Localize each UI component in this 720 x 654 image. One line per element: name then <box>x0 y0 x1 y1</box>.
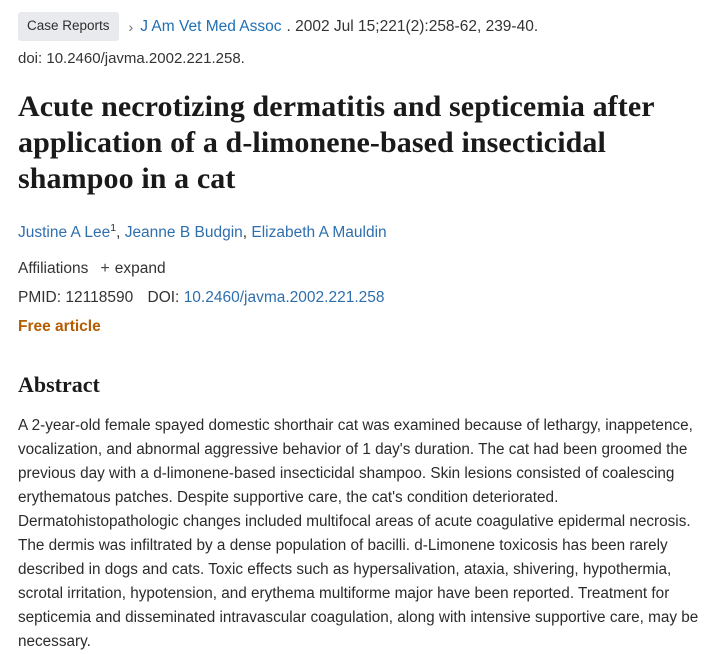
expand-affiliations-button[interactable] <box>100 260 165 278</box>
affiliations-label: Affiliations <box>18 260 89 278</box>
chevron-right-icon: › <box>128 18 134 35</box>
identifiers-row <box>18 289 702 307</box>
journal-link[interactable]: J Am Vet Med Assoc <box>140 17 282 35</box>
free-article-link[interactable]: Free article <box>18 318 101 336</box>
page-title: Acute necrotizing dermatitis and septicemia after application of a d-limonene-based insecticidal shampoo in a cat <box>18 90 655 195</box>
expand-label: expand <box>114 260 166 278</box>
author-separator-1: , <box>116 224 121 242</box>
citation-details: . 2002 Jul 15;221(2):258-62, 239-40. <box>286 17 539 35</box>
citation-doi: doi: 10.2460/javma.2002.221.258. <box>18 50 245 67</box>
author-link-1[interactable]: Justine A Lee <box>18 224 111 242</box>
author-affiliation-marker-1[interactable]: 1 <box>110 222 117 234</box>
author-list <box>18 217 702 244</box>
pmid-value: 12118590 <box>65 289 134 307</box>
doi-label: DOI: <box>147 289 180 307</box>
doi-link[interactable]: 10.2460/javma.2002.221.258 <box>183 289 385 307</box>
affiliations-row <box>18 260 702 278</box>
author-link-2[interactable]: Jeanne B Budgin <box>124 224 243 242</box>
author-link-3[interactable]: Elizabeth A Mauldin <box>251 224 387 242</box>
publication-type-badge[interactable]: Case Reports <box>18 12 119 41</box>
abstract-heading: Abstract <box>18 372 100 398</box>
plus-icon: + <box>100 260 110 278</box>
abstract-text: A 2-year-old female spayed domestic shorthair cat was examined because of lethargy, inappetence, vocalization, and abnormal aggressive behavior of 1 day's duration. The cat had been groomed the previous day with a d-limonene-based insecticidal shampoo. Skin lesions consisted of coalescing erythematous patches. Despite supportive care, the cat's condition deteriorated. Dermatohistopathologic changes included multifocal areas of acute coagulative epidermal necrosis. The dermis was infiltrated by a dense population of bacilli. d-Limonene toxicosis has been rarely described in dogs and cats. Toxic effects such as hypersalivation, ataxia, shivering, hypothermia, scrotal irritation, hypotension, and erythema multiforme major have been reported. Treatment for septicemia and disseminated intravascular coagulation, along with intensive supportive care, may be necessary. <box>18 417 699 651</box>
pmid-label: PMID: <box>18 289 62 307</box>
author-separator-2: , <box>242 224 248 242</box>
citation-row <box>18 12 702 41</box>
